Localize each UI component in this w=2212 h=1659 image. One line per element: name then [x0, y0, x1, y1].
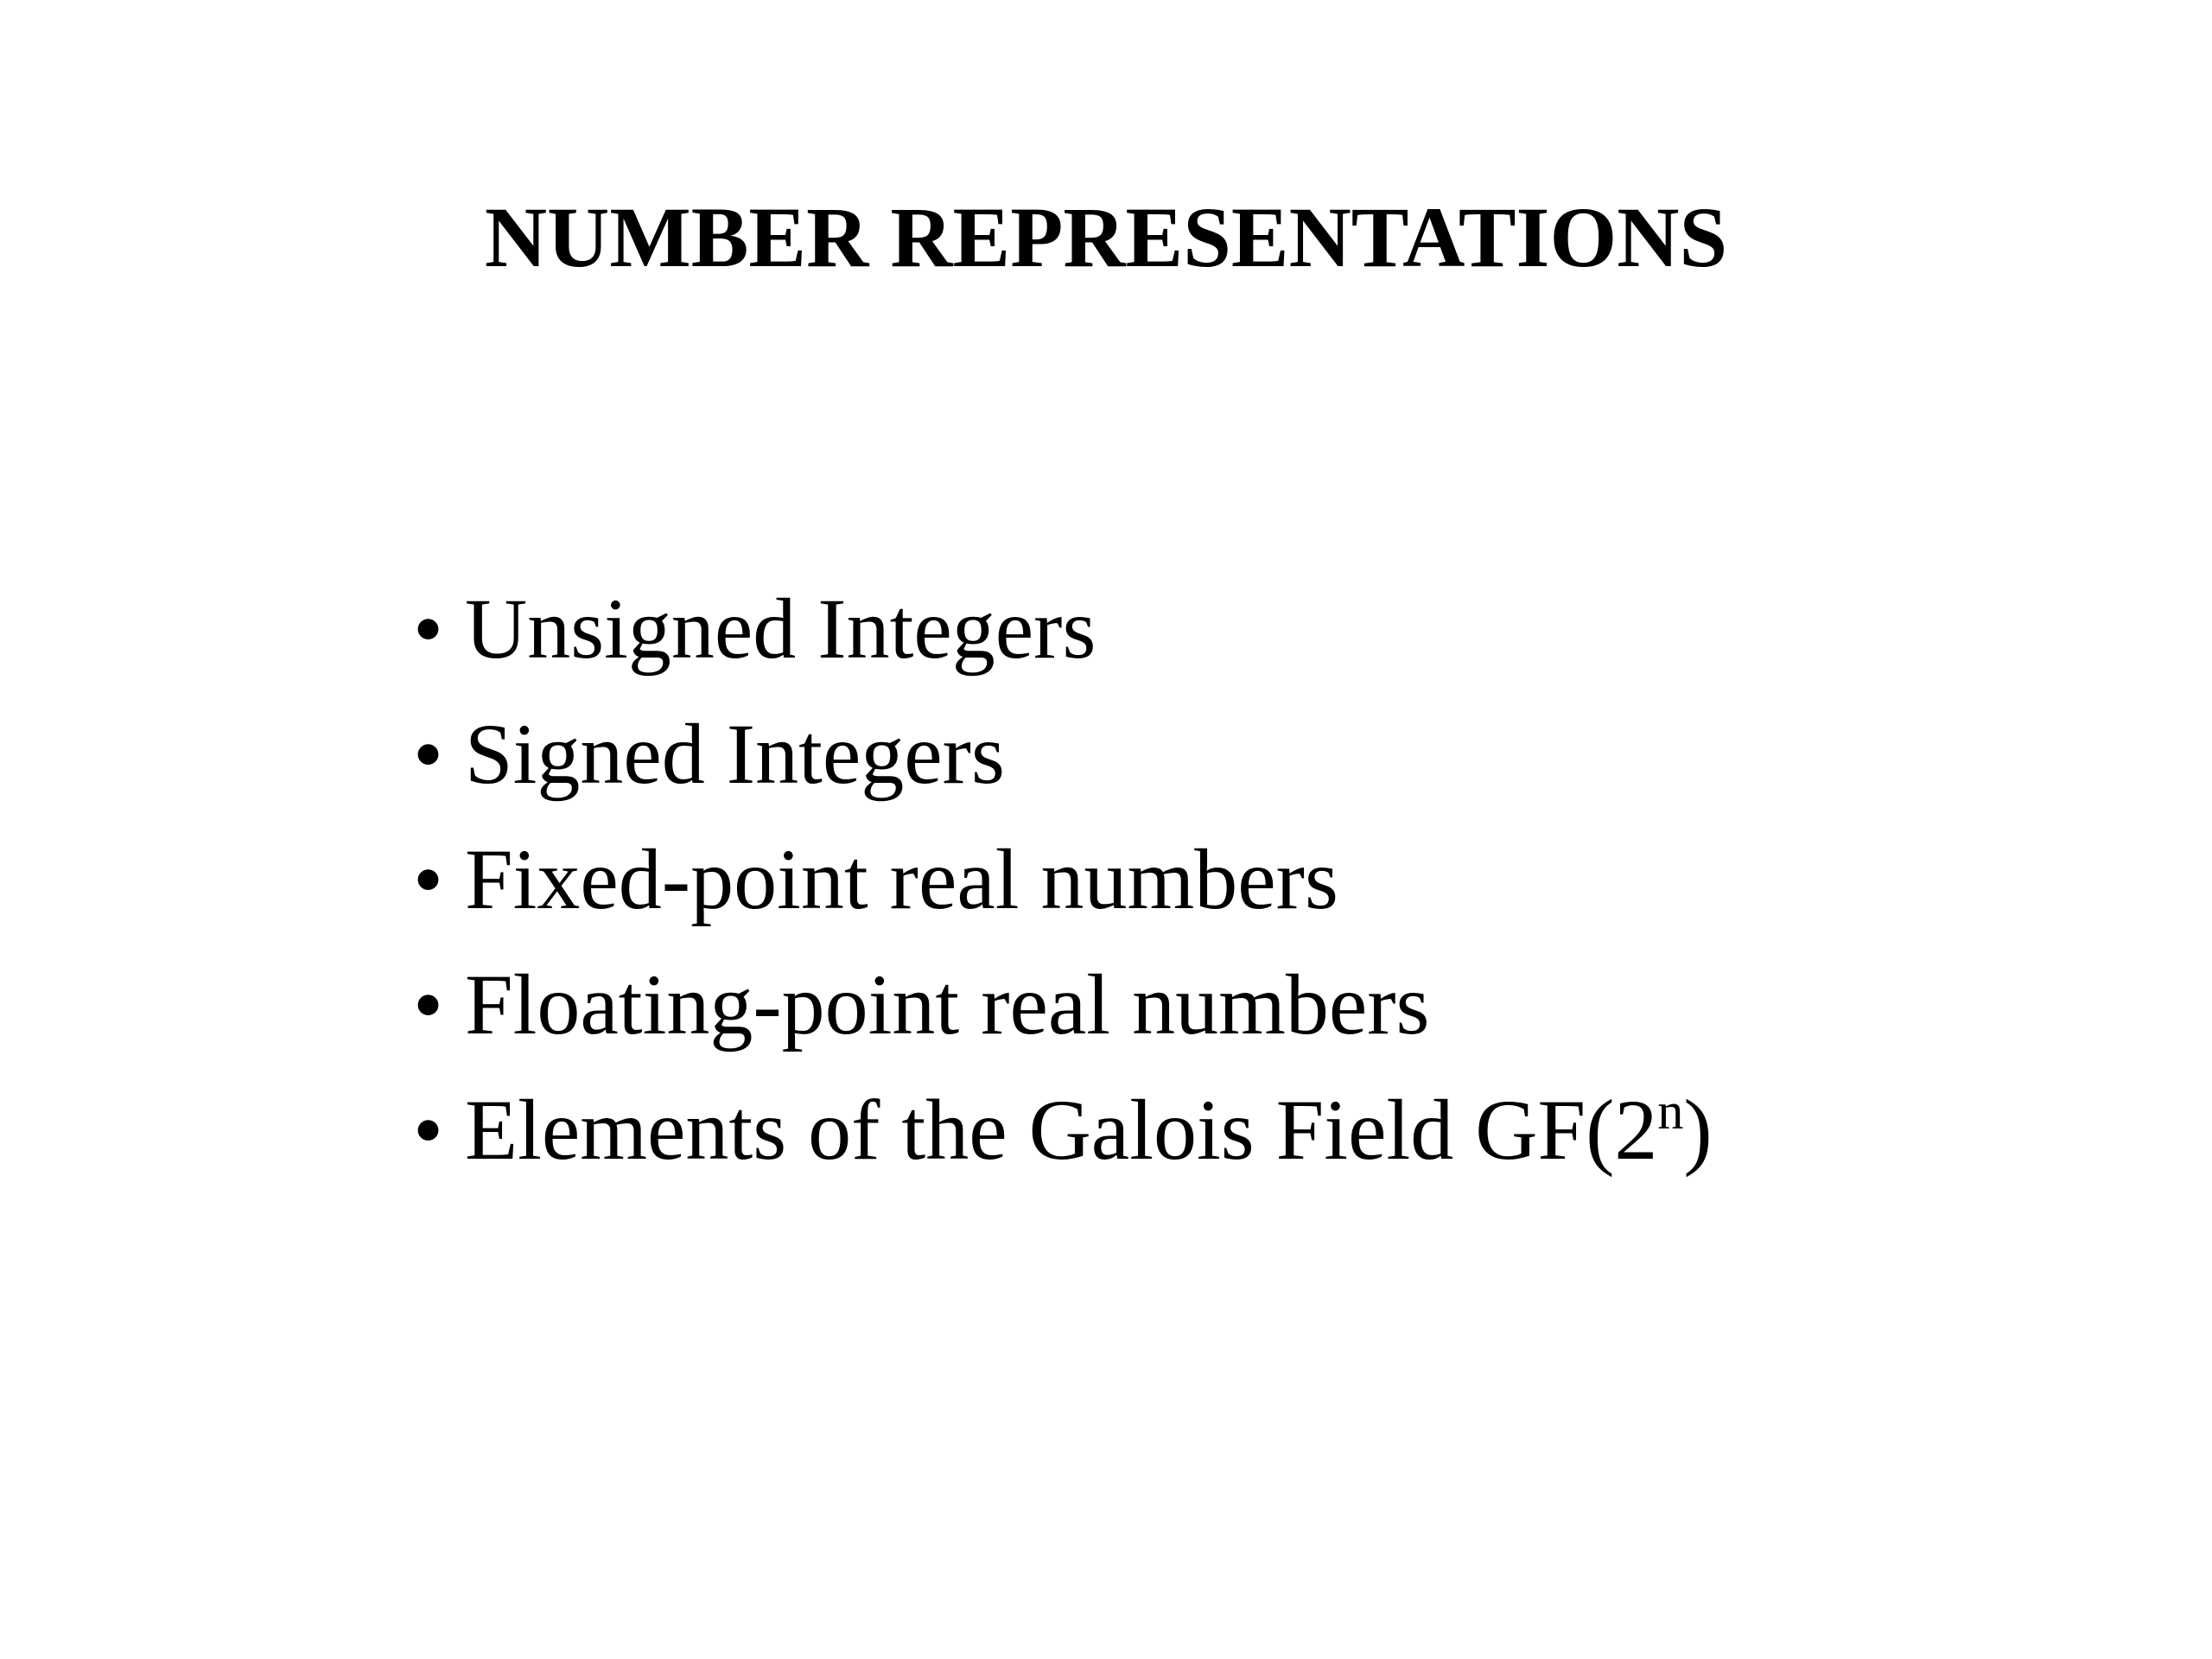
- list-item-suffix: ): [1683, 1082, 1713, 1178]
- list-item: [413, 1067, 1713, 1192]
- bullet-list: [413, 566, 1713, 1192]
- slide-title: NUMBER REPRESENTATIONS: [484, 189, 1728, 285]
- list-item-text: Signed Integers: [465, 706, 1005, 802]
- bullet-icon: •: [413, 831, 444, 927]
- list-item-text: Fixed-point real numbers: [465, 831, 1338, 927]
- list-item: [413, 566, 1713, 691]
- superscript-n: n: [1657, 1083, 1684, 1141]
- bullet-icon: •: [413, 581, 444, 677]
- list-item: [413, 817, 1713, 942]
- list-item-text: Elements of the Galois Field GF(2: [465, 1082, 1658, 1178]
- bullet-icon: •: [413, 957, 444, 1052]
- bullet-icon: •: [413, 1082, 444, 1178]
- list-item: [413, 942, 1713, 1067]
- bullet-icon: •: [413, 706, 444, 802]
- list-item-text: Unsigned Integers: [465, 581, 1096, 677]
- list-item-text: Floating-point real numbers: [465, 957, 1430, 1052]
- list-item: [413, 691, 1713, 817]
